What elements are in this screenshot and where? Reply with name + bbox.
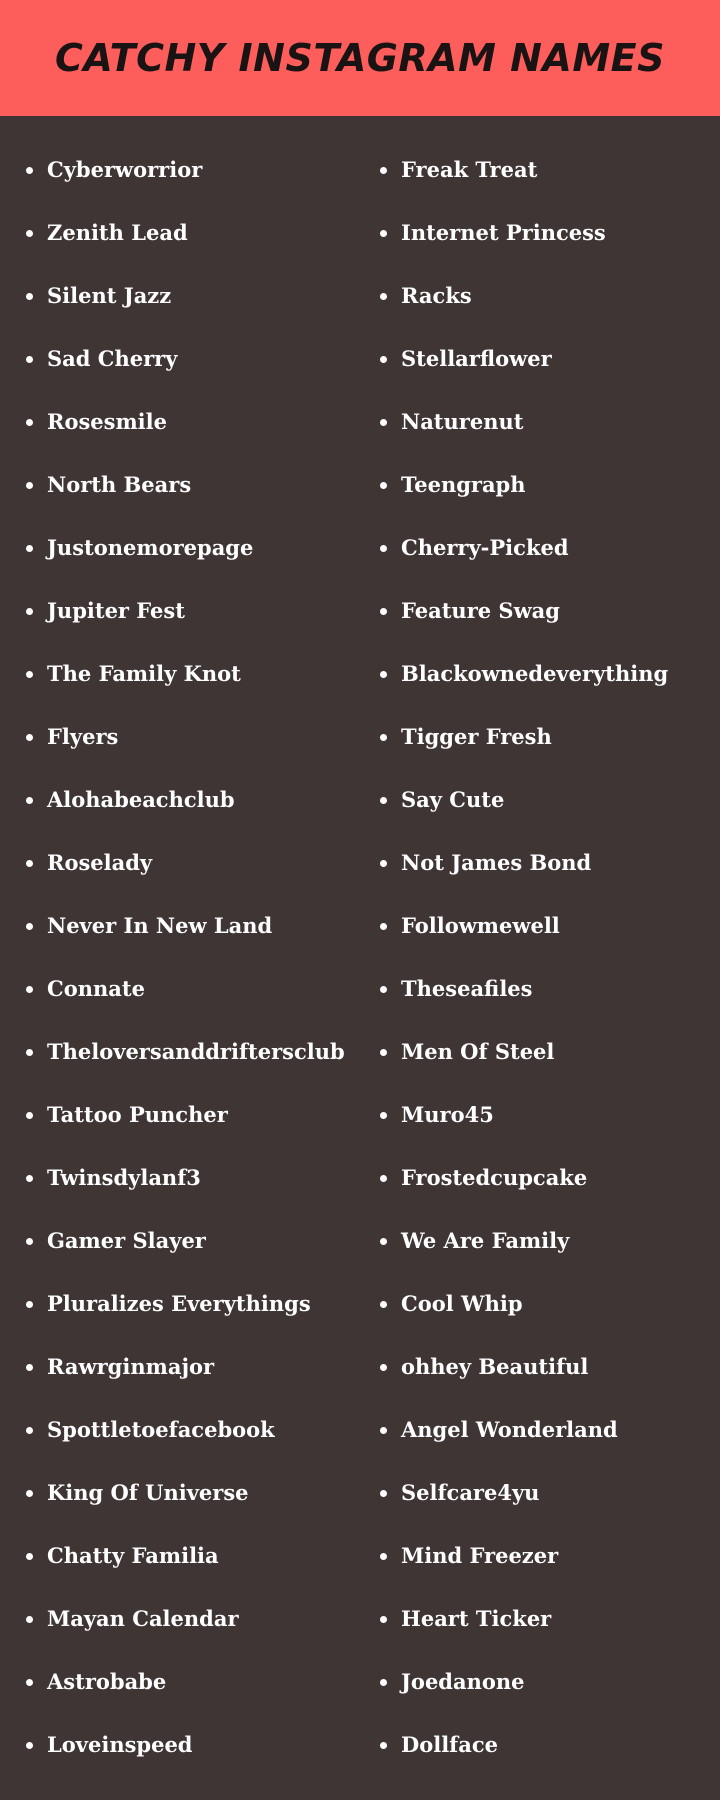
list-item <box>26 1601 356 1664</box>
name-text: Sad Cherry <box>47 346 178 371</box>
list-item <box>380 341 710 404</box>
bullet-icon <box>380 293 387 300</box>
bullet-icon <box>26 545 33 552</box>
right-names-column <box>380 152 710 1790</box>
bullet-icon <box>26 1238 33 1245</box>
bullet-icon <box>380 545 387 552</box>
name-text: Rosesmile <box>47 409 168 434</box>
list-item <box>380 593 710 656</box>
bullet-icon <box>380 797 387 804</box>
bullet-icon <box>380 356 387 363</box>
list-item <box>380 1475 710 1538</box>
name-text: Theseafiles <box>401 976 533 1001</box>
list-item <box>380 530 710 593</box>
bullet-icon <box>380 860 387 867</box>
name-text: Theloversanddriftersclub <box>47 1039 345 1064</box>
name-text: Cyberworrior <box>47 157 203 182</box>
name-text: Never In New Land <box>47 913 273 938</box>
list-item <box>380 782 710 845</box>
bullet-icon <box>26 860 33 867</box>
list-item <box>26 341 356 404</box>
bullet-icon <box>380 671 387 678</box>
list-item <box>26 1349 356 1412</box>
name-text: Alohabeachclub <box>47 787 235 812</box>
name-text: Men Of Steel <box>401 1039 555 1064</box>
name-text: Silent Jazz <box>47 283 172 308</box>
list-item <box>380 1412 710 1475</box>
list-item <box>26 1097 356 1160</box>
bullet-icon <box>26 1112 33 1119</box>
bullet-icon <box>26 1679 33 1686</box>
bullet-icon <box>380 230 387 237</box>
list-item <box>380 1664 710 1727</box>
bullet-icon <box>26 1616 33 1623</box>
name-text: Cherry-Picked <box>401 535 569 560</box>
name-text: Twinsdylanf3 <box>47 1165 201 1190</box>
name-text: Dollface <box>401 1732 498 1757</box>
bullet-icon <box>380 419 387 426</box>
bullet-icon <box>380 1742 387 1749</box>
page-title: CATCHY INSTAGRAM NAMES <box>55 36 665 80</box>
list-item <box>380 845 710 908</box>
names-list-panel <box>0 116 720 1800</box>
bullet-icon <box>26 608 33 615</box>
name-text: The Family Knot <box>47 661 241 686</box>
bullet-icon <box>380 482 387 489</box>
name-text: Roselady <box>47 850 153 875</box>
bullet-icon <box>380 1175 387 1182</box>
list-item <box>380 1349 710 1412</box>
name-text: Joedanone <box>401 1669 525 1694</box>
bullet-icon <box>26 1364 33 1371</box>
list-item <box>26 1412 356 1475</box>
name-text: Loveinspeed <box>47 1732 193 1757</box>
bullet-icon <box>380 1427 387 1434</box>
bullet-icon <box>380 1112 387 1119</box>
name-text: Tattoo Puncher <box>47 1102 228 1127</box>
bullet-icon <box>26 671 33 678</box>
name-text: North Bears <box>47 472 192 497</box>
list-item <box>380 971 710 1034</box>
list-item <box>380 908 710 971</box>
bullet-icon <box>26 1049 33 1056</box>
list-item <box>380 1601 710 1664</box>
bullet-icon <box>26 1175 33 1182</box>
name-text: Mind Freezer <box>401 1543 559 1568</box>
bullet-icon <box>26 419 33 426</box>
list-item <box>380 1160 710 1223</box>
name-text: Angel Wonderland <box>401 1417 618 1442</box>
list-item <box>26 467 356 530</box>
bullet-icon <box>380 1490 387 1497</box>
left-names-column <box>26 152 356 1790</box>
list-item <box>26 1286 356 1349</box>
bullet-icon <box>26 167 33 174</box>
name-text: Rawrginmajor <box>47 1354 215 1379</box>
bullet-icon <box>380 734 387 741</box>
list-item <box>26 278 356 341</box>
list-item <box>26 215 356 278</box>
list-item <box>26 1475 356 1538</box>
bullet-icon <box>380 1238 387 1245</box>
bullet-icon <box>26 797 33 804</box>
name-text: Say Cute <box>401 787 505 812</box>
list-item <box>380 467 710 530</box>
name-text: Followmewell <box>401 913 560 938</box>
list-item <box>26 152 356 215</box>
list-item <box>26 782 356 845</box>
name-text: ohhey Beautiful <box>401 1354 589 1379</box>
bullet-icon <box>26 986 33 993</box>
bullet-icon <box>26 1490 33 1497</box>
name-text: Mayan Calendar <box>47 1606 239 1631</box>
name-text: Flyers <box>47 724 119 749</box>
bullet-icon <box>380 1364 387 1371</box>
bullet-icon <box>26 923 33 930</box>
list-item <box>26 1034 356 1097</box>
bullet-icon <box>26 230 33 237</box>
name-text: Teengraph <box>401 472 526 497</box>
list-item <box>26 593 356 656</box>
bullet-icon <box>380 1616 387 1623</box>
list-item <box>26 1727 356 1790</box>
name-text: King Of Universe <box>47 1480 249 1505</box>
list-item <box>380 1286 710 1349</box>
name-text: Heart Ticker <box>401 1606 552 1631</box>
list-item <box>26 719 356 782</box>
list-item <box>26 908 356 971</box>
header-banner <box>0 0 720 116</box>
bullet-icon <box>26 482 33 489</box>
name-text: Blackownedeverything <box>401 661 669 686</box>
name-text: Internet Princess <box>401 220 606 245</box>
list-item <box>26 1223 356 1286</box>
bullet-icon <box>380 986 387 993</box>
name-text: Astrobabe <box>47 1669 167 1694</box>
name-text: Cool Whip <box>401 1291 523 1316</box>
name-text: Pluralizes Everythings <box>47 1291 311 1316</box>
name-text: Connate <box>47 976 145 1001</box>
list-item <box>26 656 356 719</box>
name-text: Tigger Fresh <box>401 724 552 749</box>
list-item <box>380 1034 710 1097</box>
list-item <box>380 1097 710 1160</box>
name-text: Freak Treat <box>401 157 538 182</box>
bullet-icon <box>26 1301 33 1308</box>
bullet-icon <box>380 167 387 174</box>
bullet-icon <box>380 1553 387 1560</box>
name-text: Muro45 <box>401 1102 494 1127</box>
list-item <box>26 1160 356 1223</box>
list-item <box>380 404 710 467</box>
list-item <box>380 1223 710 1286</box>
name-text: Naturenut <box>401 409 524 434</box>
bullet-icon <box>380 1049 387 1056</box>
list-item <box>380 152 710 215</box>
list-item <box>26 1664 356 1727</box>
list-item <box>26 404 356 467</box>
name-text: Zenith Lead <box>47 220 188 245</box>
name-text: Frostedcupcake <box>401 1165 588 1190</box>
list-item <box>26 845 356 908</box>
bullet-icon <box>380 923 387 930</box>
bullet-icon <box>26 293 33 300</box>
name-text: Racks <box>401 283 472 308</box>
name-text: Justonemorepage <box>47 535 254 560</box>
list-item <box>380 1538 710 1601</box>
bullet-icon <box>380 608 387 615</box>
list-item <box>380 215 710 278</box>
bullet-icon <box>26 1427 33 1434</box>
list-item <box>26 971 356 1034</box>
name-text: Not James Bond <box>401 850 592 875</box>
list-item <box>380 1727 710 1790</box>
bullet-icon <box>380 1301 387 1308</box>
name-text: Chatty Familia <box>47 1543 219 1568</box>
bullet-icon <box>26 1742 33 1749</box>
bullet-icon <box>26 356 33 363</box>
bullet-icon <box>26 1553 33 1560</box>
name-text: Gamer Slayer <box>47 1228 206 1253</box>
list-item <box>380 656 710 719</box>
name-text: We Are Family <box>401 1228 570 1253</box>
list-item <box>26 530 356 593</box>
bullet-icon <box>26 734 33 741</box>
list-item <box>26 1538 356 1601</box>
name-text: Stellarflower <box>401 346 552 371</box>
list-item <box>380 278 710 341</box>
name-text: Feature Swag <box>401 598 560 623</box>
list-item <box>380 719 710 782</box>
bullet-icon <box>380 1679 387 1686</box>
name-text: Spottletoefacebook <box>47 1417 275 1442</box>
name-text: Jupiter Fest <box>47 598 185 623</box>
name-text: Selfcare4yu <box>401 1480 540 1505</box>
